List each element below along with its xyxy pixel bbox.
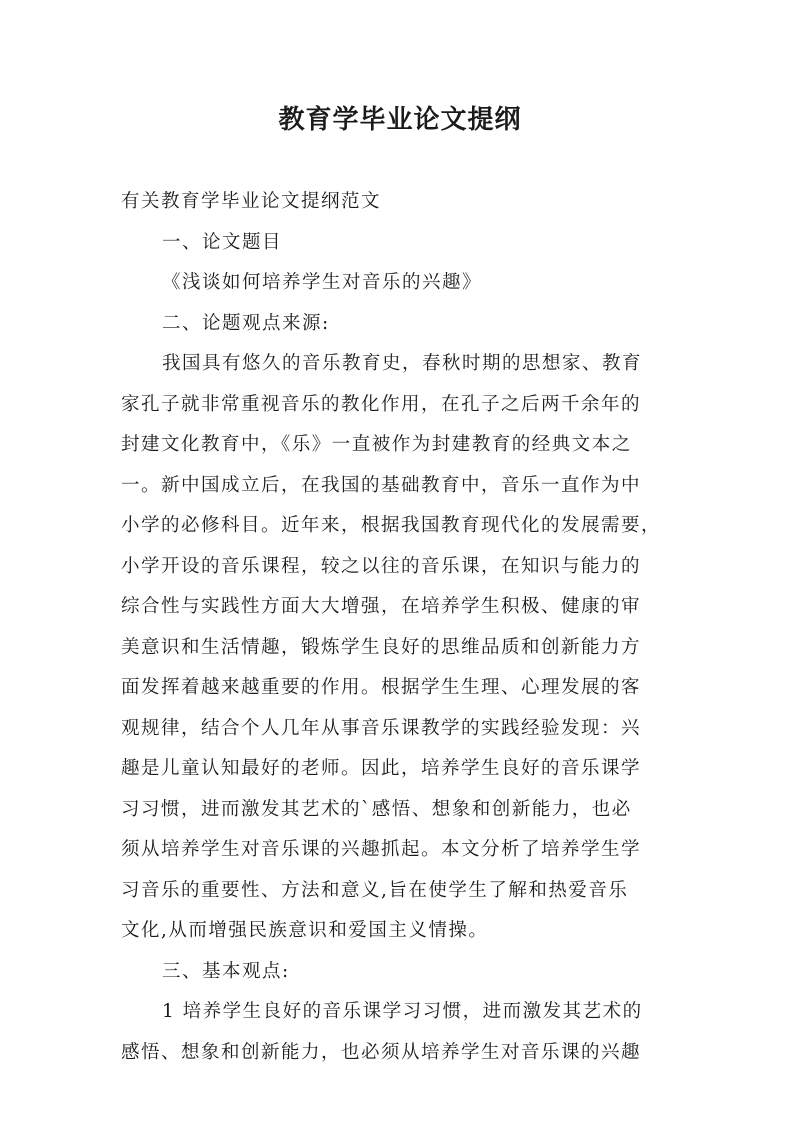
- paragraph-line: 文化,从而增强民族意识和爱国主义情操。: [121, 920, 489, 941]
- paragraph-line: 封建文化教育中，《乐》一直被作为封建教育的经典文本之: [121, 434, 632, 455]
- paragraph-line: 综合性与实践性方面大大增强，在培养学生积极、健康的审: [121, 596, 642, 617]
- intro-line: 有关教育学毕业论文提纲范文: [121, 191, 382, 212]
- document-body: [121, 182, 681, 1073]
- paper-topic-title: 《浅谈如何培养学生对音乐的兴趣》: [162, 272, 483, 293]
- paragraph-line: 观规律，结合个人几年从事音乐课教学的实践经验发现：兴: [121, 717, 642, 739]
- paragraph-line: 面发挥着越来越重要的作用。根据学生生理、心理发展的客: [121, 677, 642, 698]
- paragraph-line: 须从培养学生对音乐课的兴趣抓起。本文分析了培养学生学: [121, 839, 642, 860]
- section-heading-source: 二、论题观点来源:: [162, 312, 330, 334]
- paragraph-line: 我国具有悠久的音乐教育史，春秋时期的思想家、教育: [162, 353, 643, 374]
- paragraph-line: 家孔子就非常重视音乐的教化作用，在孔子之后两千余年的: [121, 393, 642, 415]
- paragraph-line: 感悟、想象和创新能力，也必须从培养学生对音乐课的兴趣: [121, 1041, 642, 1063]
- paragraph-line: 小学的必修科目。近年来，根据我国教育现代化的发展需要，: [121, 515, 662, 536]
- paragraph-line: 趣是儿童认知最好的老师。因此，培养学生良好的音乐课学: [121, 758, 642, 779]
- paragraph-line: 1 培养学生良好的音乐课学习习惯，进而激发其艺术的: [162, 1001, 643, 1022]
- document-title: 教育学毕业论文提纲: [278, 105, 522, 135]
- paragraph-line: 一。新中国成立后，在我国的基础教育中，音乐一直作为中: [121, 474, 642, 496]
- section-heading-viewpoints: 三、基本观点:: [162, 960, 290, 982]
- paragraph-line: 习音乐的重要性、方法和意义,旨在使学生了解和热爱音乐: [121, 879, 629, 901]
- paragraph-line: 习习惯，进而激发其艺术的`感悟、想象和创新能力，也必: [121, 798, 632, 820]
- paragraph-line: 美意识和生活情趣，锻炼学生良好的思维品质和创新能力方: [121, 636, 642, 658]
- paragraph-line: 小学开设的音乐课程，较之以往的音乐课，在知识与能力的: [121, 555, 642, 577]
- section-heading-topic: 一、论文题目: [162, 231, 283, 253]
